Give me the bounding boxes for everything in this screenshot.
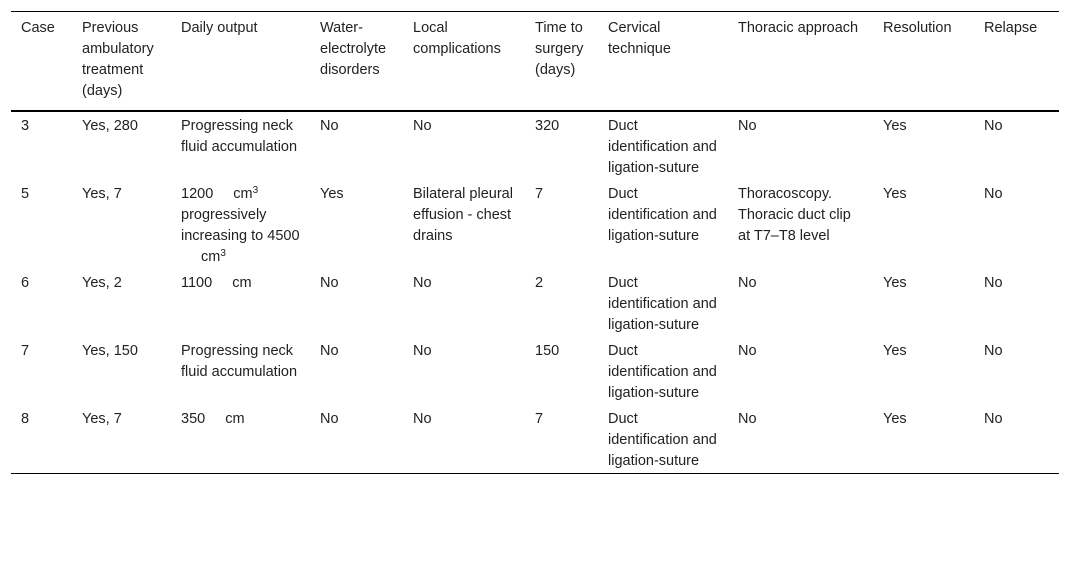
cell-output (171, 269, 310, 337)
cell-case: 5 (21, 186, 30, 202)
cell-output: Progressing neck fluid accumulation (181, 343, 298, 380)
output-value: 1100 (181, 275, 213, 291)
cell-water: No (320, 118, 339, 134)
cell-resolution: Yes (883, 275, 907, 291)
output-exponent-2: 3 (220, 248, 226, 259)
cell-time: 2 (535, 275, 544, 291)
cell-resolution: Yes (883, 343, 907, 359)
output-value-2: 4500 (267, 228, 300, 244)
header-water-electrolyte: Water-electrolyte disorders (320, 20, 387, 78)
cell-case: 7 (21, 343, 30, 359)
cell-relapse: No (984, 343, 1003, 359)
cell-time: 320 (535, 118, 560, 134)
cell-thoracic: Thoracoscopy. Thoracic duct clip at T7–T8 level (738, 186, 851, 244)
output-value: 350 (181, 411, 206, 427)
cell-previous: Yes, 7 (82, 186, 122, 202)
cell-water: No (320, 411, 339, 427)
cell-previous: Yes, 280 (82, 118, 138, 134)
cell-time: 7 (535, 186, 544, 202)
cell-previous: Yes, 150 (82, 343, 138, 359)
cell-cervical: Duct identification and ligation-suture (608, 343, 717, 401)
cell-water: No (320, 275, 339, 291)
header-row (11, 12, 1059, 112)
cell-local: No (413, 275, 432, 291)
table-row (11, 111, 1059, 180)
cell-time: 150 (535, 343, 560, 359)
cell-thoracic: No (738, 343, 757, 359)
output-exponent-1: 3 (252, 185, 259, 196)
table-row (11, 405, 1059, 474)
table-header (11, 12, 1059, 112)
cell-cervical: Duct identification and ligation-suture (608, 275, 717, 333)
cell-case: 8 (21, 411, 30, 427)
cell-case: 3 (21, 118, 30, 134)
cell-relapse: No (984, 186, 1003, 202)
output-value-1: 1200 (181, 186, 214, 202)
cell-previous: Yes, 2 (82, 275, 122, 291)
header-case: Case (21, 20, 55, 36)
cell-relapse: No (984, 275, 1003, 291)
cell-water: No (320, 343, 339, 359)
cell-resolution: Yes (883, 411, 907, 427)
table-row (11, 269, 1059, 337)
cell-cervical: Duct identification and ligation-suture (608, 118, 717, 176)
cell-cervical: Duct identification and ligation-suture (608, 186, 717, 244)
table-row (11, 337, 1059, 405)
output-unit-2: cm (201, 249, 221, 265)
output-unit: cm (225, 411, 245, 427)
cell-previous: Yes, 7 (82, 411, 122, 427)
header-local-complications: Local complications (413, 20, 501, 57)
cell-relapse: No (984, 118, 1003, 134)
table-container (11, 11, 1059, 474)
cell-thoracic: No (738, 275, 757, 291)
header-previous-treatment: Previous ambulatory treatment (days) (82, 20, 154, 99)
cell-output (171, 405, 310, 474)
cell-output: Progressing neck fluid accumulation (181, 118, 298, 155)
cell-case: 6 (21, 275, 30, 291)
cell-resolution: Yes (883, 186, 907, 202)
cell-local: No (413, 343, 432, 359)
table-row (11, 180, 1059, 269)
cell-output (171, 180, 310, 269)
output-unit: cm (232, 275, 252, 291)
cell-local: Bilateral pleural effusion - chest drains (413, 186, 513, 244)
output-mid-text: progressively increasing to (181, 207, 267, 244)
cell-cervical: Duct identification and ligation-suture (608, 411, 717, 469)
data-table (11, 11, 1059, 474)
cell-local: No (413, 118, 432, 134)
header-thoracic-approach: Thoracic approach (738, 20, 859, 36)
cell-thoracic: No (738, 118, 757, 134)
cell-time: 7 (535, 411, 544, 427)
cell-relapse: No (984, 411, 1003, 427)
cell-resolution: Yes (883, 118, 907, 134)
header-daily-output: Daily output (181, 20, 258, 36)
cell-local: No (413, 411, 432, 427)
header-cervical-technique: Cervical technique (608, 20, 671, 57)
header-resolution: Resolution (883, 20, 952, 36)
cell-water: Yes (320, 186, 344, 202)
table-body (11, 111, 1059, 474)
output-unit-1: cm (233, 186, 253, 202)
cell-thoracic: No (738, 411, 757, 427)
header-time-to-surgery: Time to surgery (days) (535, 20, 584, 78)
header-relapse: Relapse (984, 20, 1038, 36)
